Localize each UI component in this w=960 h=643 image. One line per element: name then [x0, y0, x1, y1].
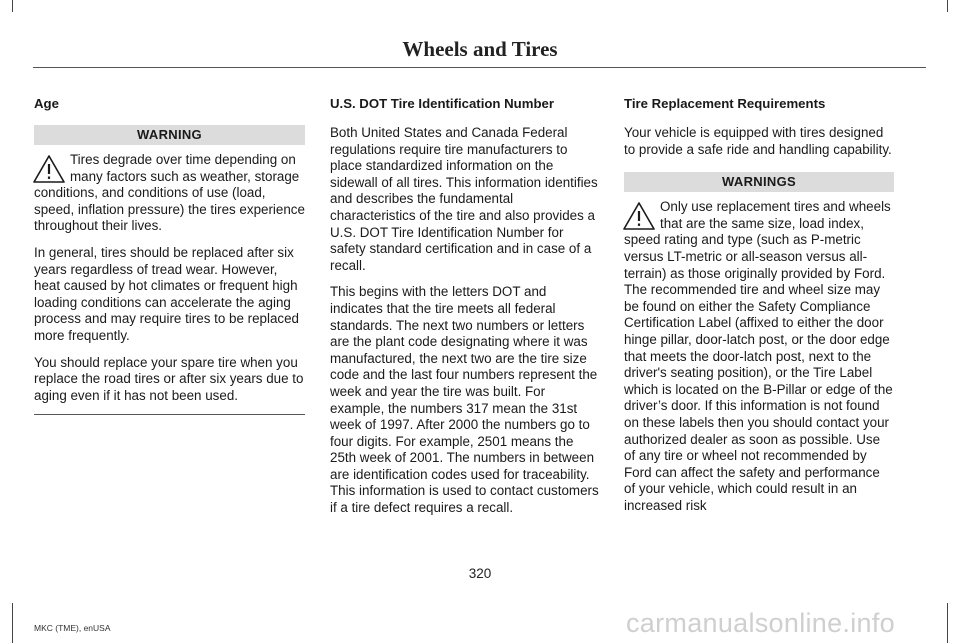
- paragraph: In general, tires should be replaced after six years regardless of tread wear. However, heat caused by hot climates or frequent high loading conditions can accelerate the aging process and may require tires to be replaced more frequently.: [34, 244, 299, 343]
- page-number: 320: [468, 566, 492, 581]
- paragraph: This begins with the letters DOT and indicates that the tire meets all federal standards. The next two numbers or letters are the plant code designating where it was manufactured, the next two are the tire size code and the last four numbers represent the week and year the tire was built. For example, the numbers 317 mean the 31st week of 1997. After 2000 the numbers go to four digits. For example, 2501 means the 25th week of 2001. The numbers in between are identification codes used for traceability. This information is used to contact customers if a tire defect requires a recall.: [330, 284, 599, 516]
- warning-text: Tires degrade over time depending on many factors such as weather, storage conditions, and conditions of use (load, speed, inflation pressure) the tires experience throughout their lives.: [34, 152, 305, 234]
- warning-block: [624, 199, 894, 514]
- crop-mark: [12, 603, 13, 643]
- warning-block: [34, 152, 305, 235]
- section-end-rule: [34, 414, 305, 415]
- crop-mark: [947, 603, 948, 643]
- section-heading-age: Age: [34, 96, 59, 111]
- warning-label: WARNING: [34, 125, 305, 145]
- page-title: Wheels and Tires: [402, 37, 558, 61]
- warning-text: Only use replacement tires and wheels that are the same size, load index, speed rating and type (such as P-metric versus LT-metric or all-season versus all-terrain) as those originally provided by Ford. The recommended tire and wheel size may be found on either the Safety Compliance Certification Label (affixed to either the door hinge pillar, door-latch post, or the door edge that meets the door-latch post, next to the driver's seating position), or the Tire Label which is located on the B-Pillar or edge of the driver’s door. If this information is not found on these labels then you should contact your authorized dealer as soon as possible. Use of any tire or wheel not recommended by Ford can affect the safety and performance of your vehicle, which could result in an increased risk: [624, 199, 893, 513]
- crop-mark: [947, 0, 948, 12]
- section-heading-replacement: Tire Replacement Requirements: [624, 96, 826, 111]
- watermark: carmanualsonline.info: [626, 608, 895, 638]
- paragraph: Both United States and Canada Federal regulations require tire manufacturers to place standardized information on the sidewall of all tires. This information identifies and describes the fundamental characteristics of the tire and also provides a U.S. DOT Tire Identification Number for safety standard certification and in case of a recall.: [330, 125, 598, 273]
- header-divider: [33, 67, 926, 68]
- paragraph: You should replace your spare tire when you replace the road tires or after six years due to aging even if it has not been used.: [34, 354, 304, 403]
- column-dot-tin: [330, 95, 602, 527]
- document-code: MKC (TME), enUSA: [34, 623, 111, 633]
- warnings-label: WARNINGS: [624, 172, 894, 192]
- column-age: [34, 95, 305, 415]
- section-heading-dot: U.S. DOT Tire Identification Number: [330, 96, 554, 111]
- crop-mark: [12, 0, 13, 12]
- paragraph: Your vehicle is equipped with tires designed to provide a safe ride and handling capability.: [624, 125, 892, 157]
- column-replacement: [624, 95, 894, 514]
- warning-triangle-icon: [32, 154, 66, 184]
- warning-triangle-icon: [622, 201, 656, 231]
